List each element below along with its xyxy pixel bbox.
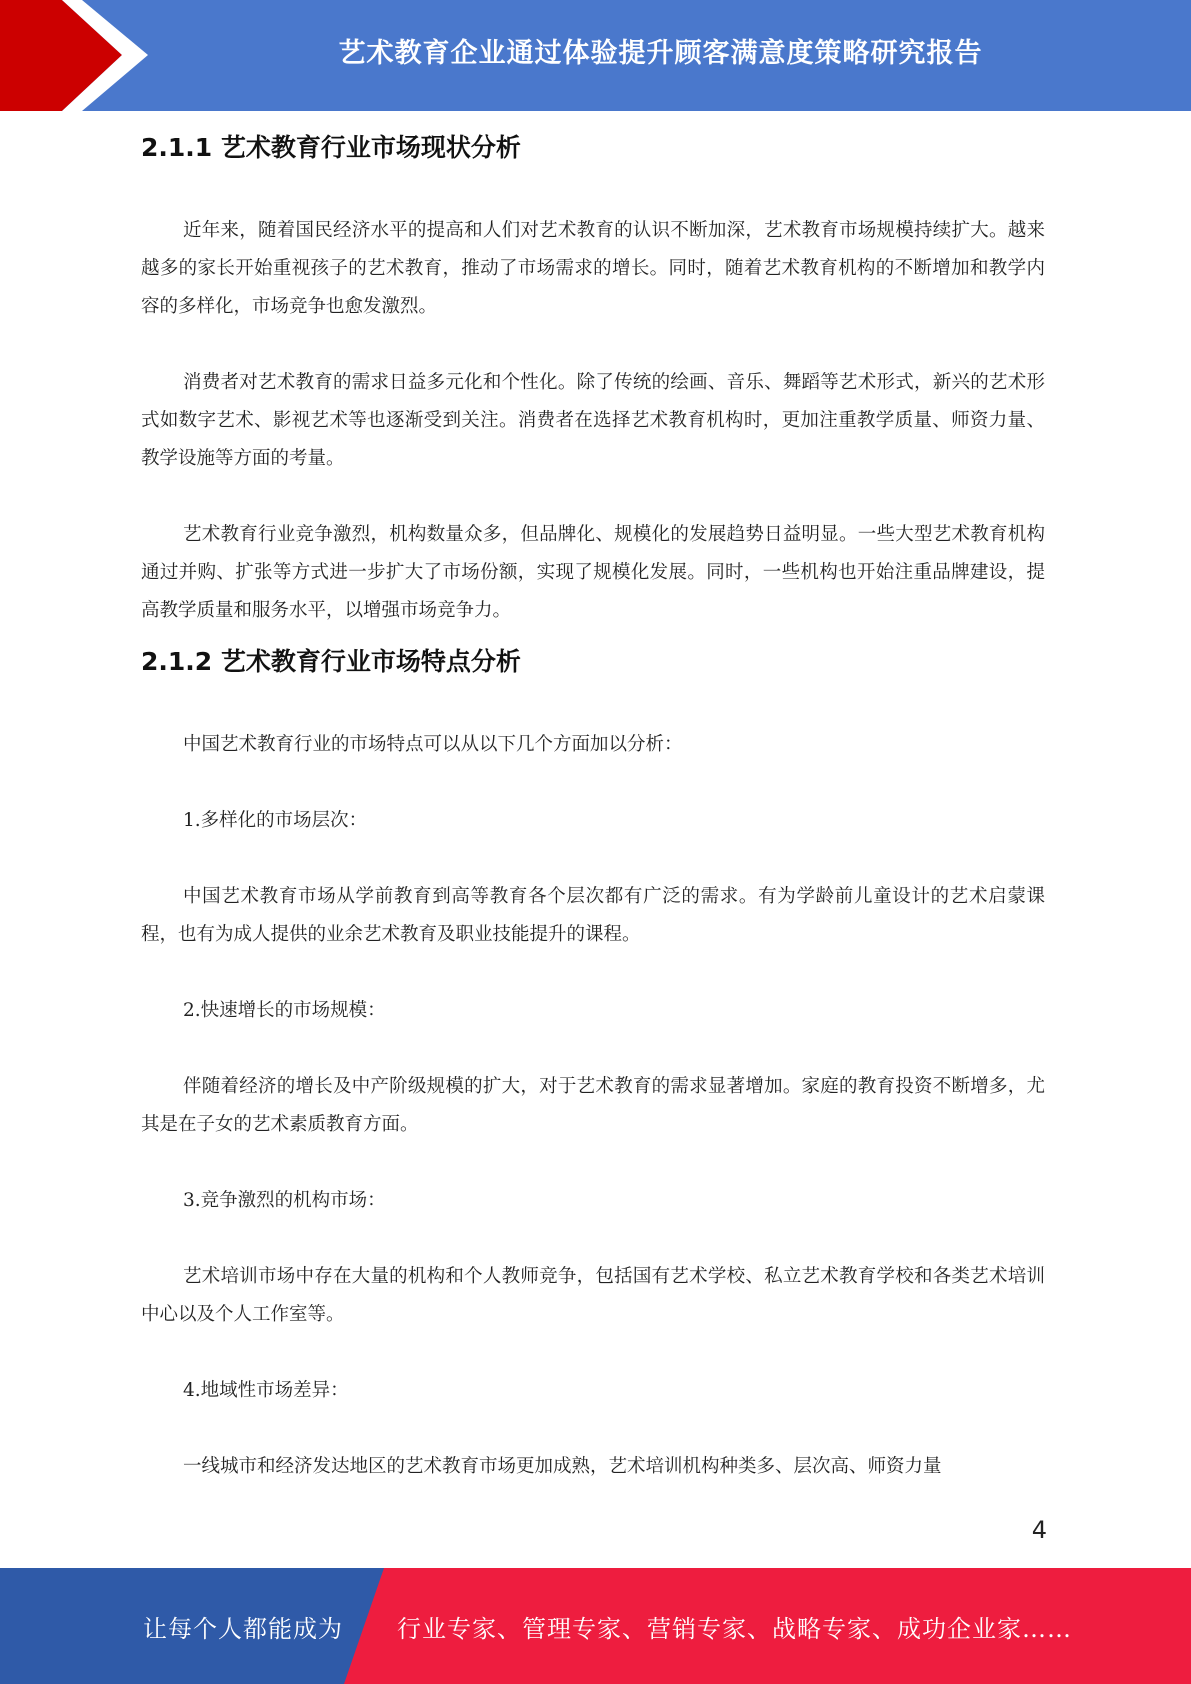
paragraph: 近年来，随着国民经济水平的提高和人们对艺术教育的认识不断加深，艺术教育市场规模持续扩大。越来越多的家长开始重视孩子的艺术教育，推动了市场需求的增长。同时，随着艺术教育机构的不断增加和教学内容的多样化，市场竞争也愈发激烈。 xyxy=(141,220,1045,317)
page-number: 4 xyxy=(1031,1516,1047,1544)
section-heading: 2.1.2 艺术教育行业市场特点分析 xyxy=(141,647,521,676)
paragraph: 艺术培训市场中存在大量的机构和个人教师竞争，包括国有艺术学校、私立艺术教育学校和各类艺术培训中心以及个人工作室等。 xyxy=(141,1266,1045,1325)
page-footer xyxy=(0,1568,1191,1684)
paragraph: 一线城市和经济发达地区的艺术教育市场更加成熟，艺术培训机构种类多、层次高、师资力量 xyxy=(183,1456,942,1477)
list-item-title: 2.快速增长的市场规模： xyxy=(183,1000,386,1021)
document-title: 艺术教育企业通过体验提升顾客满意度策略研究报告 xyxy=(338,37,983,69)
document-body xyxy=(141,118,1045,1486)
paragraph: 艺术教育行业竞争激烈，机构数量众多，但品牌化、规模化的发展趋势日益明显。一些大型艺术教育机构通过并购、扩张等方式进一步扩大了市场份额，实现了规模化发展。同时，一些机构也开始注重品牌建设，提高教学质量和服务水平，以增强市场竞争力。 xyxy=(141,524,1045,621)
list-item-title: 1.多样化的市场层次： xyxy=(183,810,368,831)
footer-slogan-right: 行业专家、管理专家、营销专家、战略专家、成功企业家…… xyxy=(397,1614,1072,1643)
paragraph: 消费者对艺术教育的需求日益多元化和个性化。除了传统的绘画、音乐、舞蹈等艺术形式，新兴的艺术形式如数字艺术、影视艺术等也逐渐受到关注。消费者在选择艺术教育机构时，更加注重教学质量、师资力量、教学设施等方面的考量。 xyxy=(141,372,1045,469)
list-item-title: 3.竞争激烈的机构市场： xyxy=(183,1190,386,1211)
paragraph: 中国艺术教育市场从学前教育到高等教育各个层次都有广泛的需求。有为学龄前儿童设计的艺术启蒙课程，也有为成人提供的业余艺术教育及职业技能提升的课程。 xyxy=(141,886,1045,945)
list-item-title: 4.地域性市场差异： xyxy=(183,1380,349,1401)
page-header xyxy=(0,0,1191,111)
footer-slogan-left: 让每个人都能成为 xyxy=(143,1614,343,1643)
paragraph: 伴随着经济的增长及中产阶级规模的扩大，对于艺术教育的需求显著增加。家庭的教育投资不断增多，尤其是在子女的艺术素质教育方面。 xyxy=(141,1076,1045,1135)
header-chevron-decoration xyxy=(0,0,160,111)
paragraph-intro: 中国艺术教育行业的市场特点可以从以下几个方面加以分析： xyxy=(183,734,683,755)
section-heading: 2.1.1 艺术教育行业市场现状分析 xyxy=(141,133,521,162)
